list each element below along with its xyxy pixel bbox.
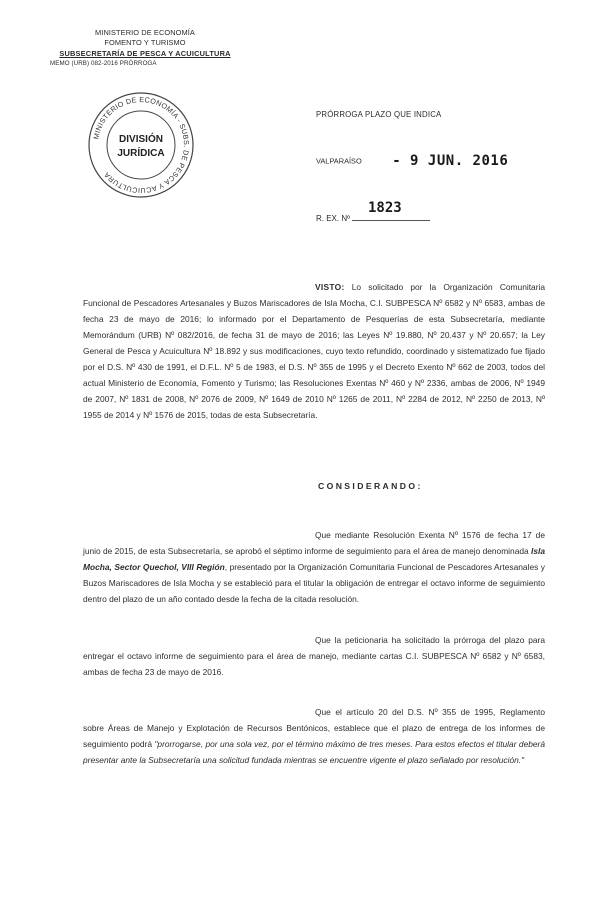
resolution-label: R. EX. Nº [316, 214, 351, 223]
para3-text-a: Que el artículo 20 del D.S. Nº 355 de 1995, Reglamento sobre Áreas de Manejo y Explotación de Recursos Bentónicos, establece que el plazo de entrega de los informes de seguimiento podrá [83, 707, 545, 749]
ministry-name: MINISTERIO DE ECONOMÍA [95, 28, 195, 37]
seal-ring-text: MINISTERIO DE ECONOMÍA - SUBS. DE PESCA Y ACUICULTURA [91, 94, 192, 196]
para1-text-a: Que mediante Resolución Exenta Nº 1576 de fecha 17 de junio de 2015, de esta Subsecretaría, se aprobó el séptimo informe de seguimiento para el área de manejo denominada [83, 530, 545, 556]
place-label: VALPARAÍSO [316, 156, 362, 166]
undersecretariat-name: SUBSECRETARÍA DE PESCA Y ACUICULTURA [59, 48, 231, 58]
para1-text-c: , presentado por la Organización Comunitaria Funcional de Pescadores Artesanales y Buzos Mariscadores de Isla Mocha y se estableció para el titular la obligación de entregar el octavo informe de seguimiento dentro del plazo de un año contado desde la fecha de la citada resolución. [83, 562, 545, 604]
document-subject: PRÓRROGA PLAZO QUE INDICA [316, 110, 442, 119]
letterhead [40, 28, 250, 70]
visto-text: Lo solicitado por la Organización Comunitaria Funcional de Pescadores Artesanales y Buzos Mariscadores de Isla Mocha, C.I. SUBPESCA Nº 6582 y Nº 6583, ambas de fecha 23 de mayo de 2016; lo informado por el Departamento de Pesquerías de esta Subsecretaría, mediante Memorándum (URB) Nº 082/2016, de fecha 31 de mayo de 2016; las Leyes Nº 19.880, Nº 20.437 y Nº 20.657; la Ley General de Pesca y Acuicultura Nº 18.892 y sus modificaciones, cuyo texto refundido, coordinado y sistematizado fue fijado por el D.S. Nº 430 de 1991, el D.F.L. Nº 5 de 1983, el D.S. Nº 355 de 1995 y el Decreto Exento Nº 662 de 2003, todos del actual Ministerio de Economía, Fomento y Turismo; las Resoluciones Exentas Nº 460 y Nº 2336, ambas de 2006, Nº 1949 de 2007, Nº 1831 de 2008, Nº 2076 de 2009, Nº 1649 de 2010 Nº 1265 de 2011, Nº 2284 de 2012, Nº 2250 de 2013, Nº 1955 de 2014 y Nº 1576 de 2015, todas de esta Subsecretaría. [83, 282, 545, 420]
date-row [316, 152, 508, 170]
para1-area-name: Isla Mocha, Sector Quechol, VIII Región [83, 546, 545, 572]
date-stamp: - 9 JUN. 2016 [392, 152, 509, 169]
seal-line-2: JURÍDICA [117, 148, 165, 159]
svg-text:MINISTERIO DE ECONOMÍA - SUBS. [91, 95, 191, 195]
considerando-paragraph-2: Que la peticionaria ha solicitado la prórroga del plazo para entregar el octavo informe de seguimiento para el área de manejo, mediante cartas C.I. SUBPESCA Nº 6582 y Nº 6583, ambas de fecha 23 de mayo de 2016. [83, 635, 545, 677]
legal-division-seal [86, 90, 196, 200]
resolution-number: 1823 [368, 200, 402, 216]
considerando-paragraph-3 [83, 704, 545, 768]
para3-quote: "prorrogarse, por una sola vez, por el término máximo de tres meses. Para estos efectos el titular deberá presentar ante la Subsecretaría una solicitud fundada mientras se encuentre vigente el plazo señalado por resolución." [83, 739, 545, 765]
memo-reference: MEMO (URB) 082-2016 PRÓRROGA [50, 60, 157, 68]
resolution-number-row [316, 200, 430, 223]
considerando-heading: CONSIDERANDO: [318, 481, 423, 491]
considerando-paragraph-1 [83, 527, 545, 607]
seal-line-1: DIVISIÓN [119, 134, 163, 145]
visto-keyword: VISTO: [315, 282, 345, 292]
visto-paragraph [83, 279, 545, 423]
ministry-subtitle: FOMENTO Y TURISMO [104, 38, 186, 48]
